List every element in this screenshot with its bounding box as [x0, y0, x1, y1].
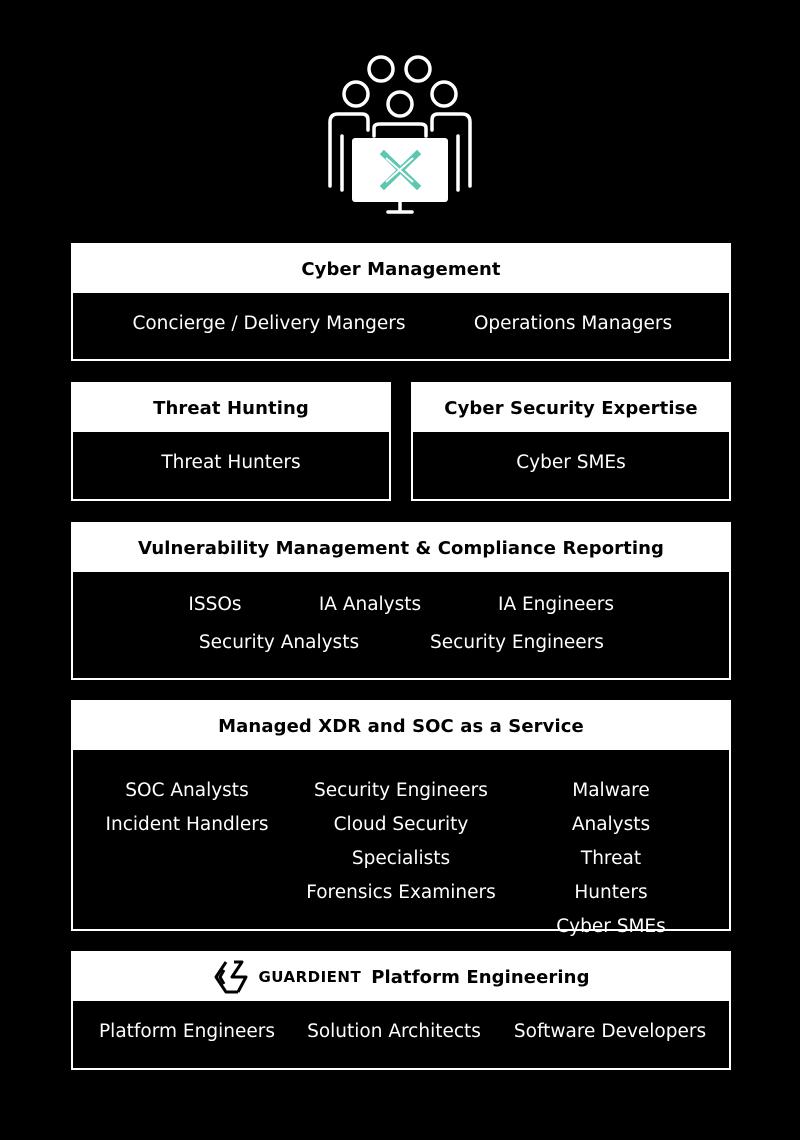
role-item: Security Engineers — [314, 780, 488, 801]
cyber-management-title: Cyber Management — [73, 245, 729, 293]
role-item: IA Analysts — [318, 594, 422, 615]
managed-xdr-box — [71, 700, 731, 937]
role-item: Malware Analysts — [571, 780, 651, 835]
role-item: Platform Engineers — [99, 1021, 275, 1042]
role-column — [306, 774, 496, 910]
vulnerability-management-title: Vulnerability Management & Compliance Reporting — [73, 524, 729, 572]
platform-engineering-header — [73, 953, 729, 1001]
cyber-security-expertise-title: Cyber Security Expertise — [413, 384, 729, 432]
threat-hunting-title: Threat Hunting — [73, 384, 389, 432]
role-item: Solution Architects — [307, 1021, 481, 1042]
role-item: Cyber SMEs — [516, 452, 626, 473]
team-monitor-x-icon — [320, 50, 480, 220]
role-column — [552, 774, 670, 944]
cyber-security-expertise-box — [411, 382, 731, 501]
role-item: IA Engineers — [497, 594, 615, 615]
role-item: Security Engineers — [430, 632, 604, 653]
role-item: Specialists — [351, 848, 451, 869]
managed-xdr-title: Managed XDR and SOC as a Service — [73, 702, 729, 750]
role-column — [106, 774, 269, 842]
role-item: Operations Managers — [473, 313, 673, 334]
platform-engineering-title: Platform Engineering — [371, 966, 590, 988]
role-item: Threat Hunters — [161, 452, 301, 473]
role-item: Software Developers — [513, 1021, 707, 1042]
platform-engineering-box — [71, 951, 731, 1070]
vulnerability-management-box — [71, 522, 731, 680]
role-item: Security Analysts — [198, 632, 360, 653]
role-item: Concierge / Delivery Mangers — [132, 313, 406, 334]
role-item: SOC Analysts — [125, 780, 249, 801]
guardient-wordmark: GUARDIENT — [258, 968, 362, 986]
role-item: Forensics Examiners — [306, 882, 496, 903]
guardient-mark-icon — [212, 960, 252, 994]
role-item: Incident Handlers — [105, 814, 269, 835]
role-item: ISSOs — [188, 594, 242, 615]
threat-hunting-box — [71, 382, 391, 501]
guardient-logo — [212, 960, 371, 994]
role-item: Cloud Security — [333, 814, 469, 835]
role-item: Threat Hunters — [574, 848, 648, 903]
cyber-management-box — [71, 243, 731, 361]
role-item: Cyber SMEs — [556, 916, 666, 937]
